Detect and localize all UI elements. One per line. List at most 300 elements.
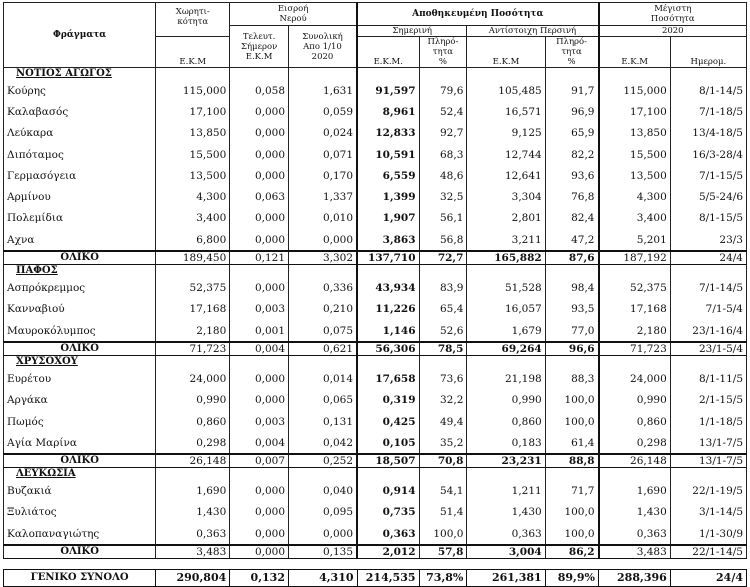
fill-lastyear: 100,0 <box>545 523 598 545</box>
region-empty-cell <box>357 68 419 80</box>
dam-name: Λεύκαρα <box>4 123 156 144</box>
region-empty-cell <box>357 265 419 278</box>
region-empty-cell <box>545 356 598 369</box>
capacity: 24,000 <box>156 368 230 389</box>
region-row <box>4 356 747 369</box>
total-fill-lastyear: 86,2 <box>545 545 598 559</box>
region-total-row <box>4 342 747 356</box>
storage-today: 0,735 <box>357 502 419 523</box>
total-max-date: 24/4 <box>670 251 746 265</box>
fill-today: 56,8 <box>419 229 467 251</box>
storage-today: 1,146 <box>357 320 419 342</box>
fill-today: 79,6 <box>419 80 467 101</box>
grand-total-dam-name: ΓΕΝΙΚΟ ΣΥΝΟΛΟ <box>4 570 156 587</box>
max-quantity: 1,690 <box>599 480 671 501</box>
table-row <box>4 229 747 251</box>
inflow-total: 0,000 <box>289 229 358 251</box>
max-quantity: 5,201 <box>599 229 671 251</box>
fill-lastyear: 93,6 <box>545 165 598 186</box>
storage-today: 1,399 <box>357 186 419 207</box>
region-empty-cell <box>467 68 545 80</box>
region-row <box>4 468 747 481</box>
dam-name: Καλοπαναγιώτης <box>4 523 156 545</box>
inflow-today: 0,003 <box>230 411 289 432</box>
table-row <box>4 480 747 501</box>
storage-today: 0,425 <box>357 411 419 432</box>
storage-lastyear: 1,211 <box>467 480 545 501</box>
max-date: 2/1-15/5 <box>670 390 746 411</box>
fill-today: 52,4 <box>419 101 467 122</box>
region-empty-cell <box>419 356 467 369</box>
region-empty-cell <box>545 468 598 481</box>
inflow-total: 0,131 <box>289 411 358 432</box>
fill-today: 32,5 <box>419 186 467 207</box>
total-max-quantity: 26,148 <box>599 454 671 468</box>
storage-today: 17,658 <box>357 368 419 389</box>
dam-name: Γερμασόγεια <box>4 165 156 186</box>
region-empty-cell <box>289 265 358 278</box>
region-empty-cell <box>599 356 671 369</box>
total-inflow-today: 0,007 <box>230 454 289 468</box>
region-empty-cell <box>670 68 746 80</box>
inflow-today: 0,000 <box>230 480 289 501</box>
region-empty-cell <box>545 265 598 278</box>
total-dam-name: ΟΛΙΚΟ <box>4 342 156 356</box>
dam-name: Αργάκα <box>4 390 156 411</box>
storage-today: 0,363 <box>357 523 419 545</box>
max-date: 13/4-18/5 <box>670 123 746 144</box>
storage-today: 6,559 <box>357 165 419 186</box>
total-dam-name: ΟΛΙΚΟ <box>4 251 156 265</box>
dam-name: Ξυλιάτος <box>4 502 156 523</box>
max-date: 1/1-18/5 <box>670 411 746 432</box>
storage-lastyear-mcm-header: Ε.Κ.Μ <box>467 37 545 68</box>
table-row <box>4 299 747 320</box>
table-body <box>3 68 747 587</box>
table-row <box>4 208 747 229</box>
fill-today: 100,0 <box>419 523 467 545</box>
total-max-date: 13/1-7/5 <box>670 454 746 468</box>
dam-name: Καλαβασός <box>4 101 156 122</box>
grand-total-max-quantity: 288,396 <box>599 570 671 587</box>
max-quantity: 17,168 <box>599 299 671 320</box>
table-row <box>4 144 747 165</box>
region-empty-cell <box>230 68 289 80</box>
dam-name: Μαυροκόλυμπος <box>4 320 156 342</box>
max-quantity: 4,300 <box>599 186 671 207</box>
total-max-date: 22/1-14/5 <box>670 545 746 559</box>
max-quantity: 15,500 <box>599 144 671 165</box>
dam-name: Ευρέτου <box>4 368 156 389</box>
total-inflow-today: 0,121 <box>230 251 289 265</box>
total-fill-lastyear: 88,8 <box>545 454 598 468</box>
inflow-today: 0,058 <box>230 80 289 101</box>
grand-total-max-date: 24/4 <box>670 570 746 587</box>
max-date: 8/1-15/5 <box>670 208 746 229</box>
storage-today-mcm-header: Ε.Κ.Μ. <box>357 37 419 68</box>
total-inflow-total: 0,621 <box>289 342 358 356</box>
fill-today: 92,7 <box>419 123 467 144</box>
storage-lastyear: 0,860 <box>467 411 545 432</box>
max-date: 8/1-14/5 <box>670 80 746 101</box>
max-date: 5/5-24/6 <box>670 186 746 207</box>
spacer-row <box>4 559 747 570</box>
grand-total-storage-today: 214,535 <box>357 570 419 587</box>
max-quantity: 24,000 <box>599 368 671 389</box>
dam-name: Βυζακιά <box>4 480 156 501</box>
storage-lastyear: 0,990 <box>467 390 545 411</box>
grand-total-fill-today: 73,8% <box>419 570 467 587</box>
region-empty-cell <box>289 468 358 481</box>
region-row <box>4 68 747 80</box>
fill-today: 54,1 <box>419 480 467 501</box>
max-date-header: Ημερομ. <box>670 37 746 68</box>
capacity: 17,100 <box>156 101 230 122</box>
reservoir-table-sheet <box>3 2 747 587</box>
fill-today: 68,3 <box>419 144 467 165</box>
region-total-row <box>4 454 747 468</box>
region-empty-cell <box>670 468 746 481</box>
inflow-today: 0,004 <box>230 432 289 454</box>
dams-header: Φράγματα <box>4 3 156 68</box>
region-empty-cell <box>599 468 671 481</box>
max-date: 16/3-28/4 <box>670 144 746 165</box>
table-row <box>4 368 747 389</box>
total-fill-lastyear: 96,6 <box>545 342 598 356</box>
inflow-total: 0,336 <box>289 277 358 298</box>
total-fill-lastyear: 87,6 <box>545 251 598 265</box>
total-dam-name: ΟΛΙΚΟ <box>4 545 156 559</box>
region-empty-cell <box>599 265 671 278</box>
inflow-today: 0,000 <box>230 368 289 389</box>
fill-today: 48,6 <box>419 165 467 186</box>
inflow-total: 1,337 <box>289 186 358 207</box>
fill-lastyear: 91,7 <box>545 80 598 101</box>
region-empty-cell <box>156 265 230 278</box>
dam-name: Αχνα <box>4 229 156 251</box>
storage-header: Αποθηκευμένη Ποσότητα <box>357 3 599 26</box>
storage-today: 11,226 <box>357 299 419 320</box>
total-storage-today: 2,012 <box>357 545 419 559</box>
storage-today: 3,863 <box>357 229 419 251</box>
storage-lastyear: 21,198 <box>467 368 545 389</box>
fill-lastyear: 100,0 <box>545 411 598 432</box>
storage-today: 0,105 <box>357 432 419 454</box>
region-name <box>4 356 156 369</box>
total-storage-lastyear: 69,264 <box>467 342 545 356</box>
capacity: 2,180 <box>156 320 230 342</box>
region-empty-cell <box>230 265 289 278</box>
grand-total-capacity: 290,804 <box>156 570 230 587</box>
table-row <box>4 390 747 411</box>
total-max-quantity: 3,483 <box>599 545 671 559</box>
storage-lastyear: 2,801 <box>467 208 545 229</box>
region-empty-cell <box>156 356 230 369</box>
region-name-label: ΠΑΦΟΣ <box>16 265 58 277</box>
region-total-row <box>4 251 747 265</box>
inflow-total: 0,071 <box>289 144 358 165</box>
total-inflow-today: 0,000 <box>230 545 289 559</box>
region-empty-cell <box>670 356 746 369</box>
inflow-today: 0,063 <box>230 186 289 207</box>
inflow-total: 0,210 <box>289 299 358 320</box>
max-date: 7/1-15/5 <box>670 165 746 186</box>
region-empty-cell <box>230 468 289 481</box>
inflow-today: 0,000 <box>230 229 289 251</box>
region-name-label: ΝΟΤΙΟΣ ΑΓΩΓΟΣ <box>16 68 112 79</box>
storage-lastyear: 9,125 <box>467 123 545 144</box>
max-date: 23/1-16/4 <box>670 320 746 342</box>
inflow-total: 0,010 <box>289 208 358 229</box>
inflow-total: 0,075 <box>289 320 358 342</box>
max-quantity: 0,298 <box>599 432 671 454</box>
total-storage-today: 18,507 <box>357 454 419 468</box>
grand-total-row <box>4 570 747 587</box>
total-inflow-total: 0,135 <box>289 545 358 559</box>
table-row <box>4 186 747 207</box>
fill-lastyear: 100,0 <box>545 390 598 411</box>
total-storage-lastyear: 23,231 <box>467 454 545 468</box>
capacity: 17,168 <box>156 299 230 320</box>
storage-lastyear: 0,183 <box>467 432 545 454</box>
storage-lastyear: 12,744 <box>467 144 545 165</box>
total-fill-today: 72,7 <box>419 251 467 265</box>
total-max-quantity: 187,192 <box>599 251 671 265</box>
max-date: 7/1-14/5 <box>670 277 746 298</box>
fill-lastyear: 98,4 <box>545 277 598 298</box>
region-empty-cell <box>419 265 467 278</box>
inflow-total: 0,042 <box>289 432 358 454</box>
grand-total-fill-lastyear: 89,9% <box>545 570 598 587</box>
region-empty-cell <box>467 356 545 369</box>
capacity: 6,800 <box>156 229 230 251</box>
max-quantity: 0,990 <box>599 390 671 411</box>
max-date: 23/3 <box>670 229 746 251</box>
inflow-total: 0,170 <box>289 165 358 186</box>
fill-lastyear: 88,3 <box>545 368 598 389</box>
capacity: 1,690 <box>156 480 230 501</box>
total-max-date: 23/1-5/4 <box>670 342 746 356</box>
table-row <box>4 411 747 432</box>
storage-lastyear: 16,571 <box>467 101 545 122</box>
capacity-header: Χωρητι- κότητα <box>156 3 230 37</box>
max-date: 7/1-5/4 <box>670 299 746 320</box>
fill-lastyear: 65,9 <box>545 123 598 144</box>
grand-total-inflow-total: 4,310 <box>289 570 358 587</box>
max-quantity: 0,860 <box>599 411 671 432</box>
total-fill-today: 57,8 <box>419 545 467 559</box>
region-empty-cell <box>289 68 358 80</box>
inflow-today: 0,000 <box>230 123 289 144</box>
inflow-total: 0,059 <box>289 101 358 122</box>
inflow-today: 0,000 <box>230 390 289 411</box>
total-capacity: 189,450 <box>156 251 230 265</box>
fill-today: 56,1 <box>419 208 467 229</box>
dam-name: Πολεμίδια <box>4 208 156 229</box>
capacity: 13,500 <box>156 165 230 186</box>
inflow-today: 0,000 <box>230 165 289 186</box>
total-storage-lastyear: 3,004 <box>467 545 545 559</box>
total-storage-today: 56,306 <box>357 342 419 356</box>
inflow-total: 0,065 <box>289 390 358 411</box>
fill-today: 65,4 <box>419 299 467 320</box>
inflow-today: 0,001 <box>230 320 289 342</box>
dam-name: Αρμίνου <box>4 186 156 207</box>
max-header: Μέγιστη Ποσότητα <box>599 3 747 26</box>
region-total-row <box>4 545 747 559</box>
table-header <box>3 2 747 68</box>
inflow-header: Εισροή Νερού <box>230 3 357 26</box>
region-name <box>4 265 156 278</box>
storage-lastyear: 16,057 <box>467 299 545 320</box>
total-fill-today: 78,5 <box>419 342 467 356</box>
spacer-cell <box>4 559 747 570</box>
region-empty-cell <box>419 468 467 481</box>
table-row <box>4 432 747 454</box>
grand-total-storage-lastyear: 261,381 <box>467 570 545 587</box>
fill-lastyear: 77,0 <box>545 320 598 342</box>
region-name-label: ΧΡΥΣΟΧΟΥ <box>16 356 78 368</box>
region-empty-cell <box>419 68 467 80</box>
max-date: 22/1-19/5 <box>670 480 746 501</box>
region-empty-cell <box>289 356 358 369</box>
storage-today-header: Σημερινή <box>357 26 467 37</box>
inflow-today: 0,000 <box>230 208 289 229</box>
capacity: 0,298 <box>156 432 230 454</box>
max-quantity: 1,430 <box>599 502 671 523</box>
capacity-unit-header: Ε.Κ.Μ <box>156 37 230 68</box>
max-date: 3/1-14/5 <box>670 502 746 523</box>
max-quantity: 17,100 <box>599 101 671 122</box>
total-storage-lastyear: 165,882 <box>467 251 545 265</box>
total-capacity: 26,148 <box>156 454 230 468</box>
storage-today-fill-header: Πληρό- τητα % <box>419 37 467 68</box>
region-name <box>4 68 156 80</box>
region-empty-cell <box>230 356 289 369</box>
max-quantity: 52,375 <box>599 277 671 298</box>
dam-name: Αγία Μαρίνα <box>4 432 156 454</box>
region-empty-cell <box>156 468 230 481</box>
capacity: 0,363 <box>156 523 230 545</box>
inflow-total: 0,024 <box>289 123 358 144</box>
fill-lastyear: 61,4 <box>545 432 598 454</box>
grand-total-inflow-today: 0,132 <box>230 570 289 587</box>
storage-lastyear: 3,211 <box>467 229 545 251</box>
storage-today: 91,597 <box>357 80 419 101</box>
fill-today: 52,6 <box>419 320 467 342</box>
table-row <box>4 320 747 342</box>
region-empty-cell <box>156 68 230 80</box>
fill-lastyear: 47,2 <box>545 229 598 251</box>
region-name-label: ΛΕΥΚΩΣΙΑ <box>16 468 76 480</box>
max-date: 8/1-11/5 <box>670 368 746 389</box>
max-quantity: 0,363 <box>599 523 671 545</box>
total-fill-today: 70,8 <box>419 454 467 468</box>
storage-today: 0,914 <box>357 480 419 501</box>
inflow-today: 0,000 <box>230 144 289 165</box>
total-capacity: 3,483 <box>156 545 230 559</box>
region-empty-cell <box>357 468 419 481</box>
dam-name: Κανναβιού <box>4 299 156 320</box>
storage-today: 10,591 <box>357 144 419 165</box>
fill-lastyear: 93,5 <box>545 299 598 320</box>
max-date: 1/1-30/9 <box>670 523 746 545</box>
storage-today: 1,907 <box>357 208 419 229</box>
storage-lastyear: 51,528 <box>467 277 545 298</box>
storage-lastyear: 0,363 <box>467 523 545 545</box>
max-date: 7/1-18/5 <box>670 101 746 122</box>
fill-today: 49,4 <box>419 411 467 432</box>
capacity: 52,375 <box>156 277 230 298</box>
table-row <box>4 101 747 122</box>
storage-lastyear: 12,641 <box>467 165 545 186</box>
inflow-today: 0,000 <box>230 101 289 122</box>
fill-lastyear: 100,0 <box>545 502 598 523</box>
table-row <box>4 123 747 144</box>
max-quantity: 3,400 <box>599 208 671 229</box>
table-row <box>4 80 747 101</box>
fill-lastyear: 82,4 <box>545 208 598 229</box>
storage-lastyear-header: Αντίστοιχη Περσινή <box>467 26 599 37</box>
inflow-today: 0,000 <box>230 277 289 298</box>
inflow-total: 0,014 <box>289 368 358 389</box>
capacity: 13,850 <box>156 123 230 144</box>
inflow-total-header: Συνολική Απο 1/10 2020 <box>288 26 357 68</box>
capacity: 4,300 <box>156 186 230 207</box>
max-year-header: 2020 <box>599 26 747 37</box>
inflow-today-header: Τελευτ. Σήμερον Ε.Κ.Μ <box>230 26 289 68</box>
storage-today: 43,934 <box>357 277 419 298</box>
inflow-total: 1,631 <box>289 80 358 101</box>
inflow-total: 0,095 <box>289 502 358 523</box>
region-empty-cell <box>467 468 545 481</box>
fill-lastyear: 76,8 <box>545 186 598 207</box>
dam-name: Κούρης <box>4 80 156 101</box>
fill-today: 35,2 <box>419 432 467 454</box>
total-inflow-total: 3,302 <box>289 251 358 265</box>
storage-lastyear: 105,485 <box>467 80 545 101</box>
inflow-today: 0,000 <box>230 502 289 523</box>
fill-today: 32,2 <box>419 390 467 411</box>
max-date: 13/1-7/5 <box>670 432 746 454</box>
region-empty-cell <box>467 265 545 278</box>
table-row <box>4 502 747 523</box>
storage-lastyear: 1,430 <box>467 502 545 523</box>
inflow-total: 0,040 <box>289 480 358 501</box>
storage-lastyear: 3,304 <box>467 186 545 207</box>
fill-lastyear: 96,9 <box>545 101 598 122</box>
total-inflow-total: 0,252 <box>289 454 358 468</box>
storage-today: 0,319 <box>357 390 419 411</box>
dam-name: Πωμός <box>4 411 156 432</box>
fill-lastyear: 82,2 <box>545 144 598 165</box>
table-row <box>4 523 747 545</box>
capacity: 15,500 <box>156 144 230 165</box>
capacity: 1,430 <box>156 502 230 523</box>
max-mcm-header: Ε.Κ.Μ <box>599 37 671 68</box>
max-quantity: 115,000 <box>599 80 671 101</box>
region-empty-cell <box>357 356 419 369</box>
total-max-quantity: 71,723 <box>599 342 671 356</box>
total-capacity: 71,723 <box>156 342 230 356</box>
capacity: 115,000 <box>156 80 230 101</box>
table-row <box>4 277 747 298</box>
max-quantity: 13,850 <box>599 123 671 144</box>
fill-today: 83,9 <box>419 277 467 298</box>
capacity: 0,990 <box>156 390 230 411</box>
fill-today: 73,6 <box>419 368 467 389</box>
region-empty-cell <box>599 68 671 80</box>
